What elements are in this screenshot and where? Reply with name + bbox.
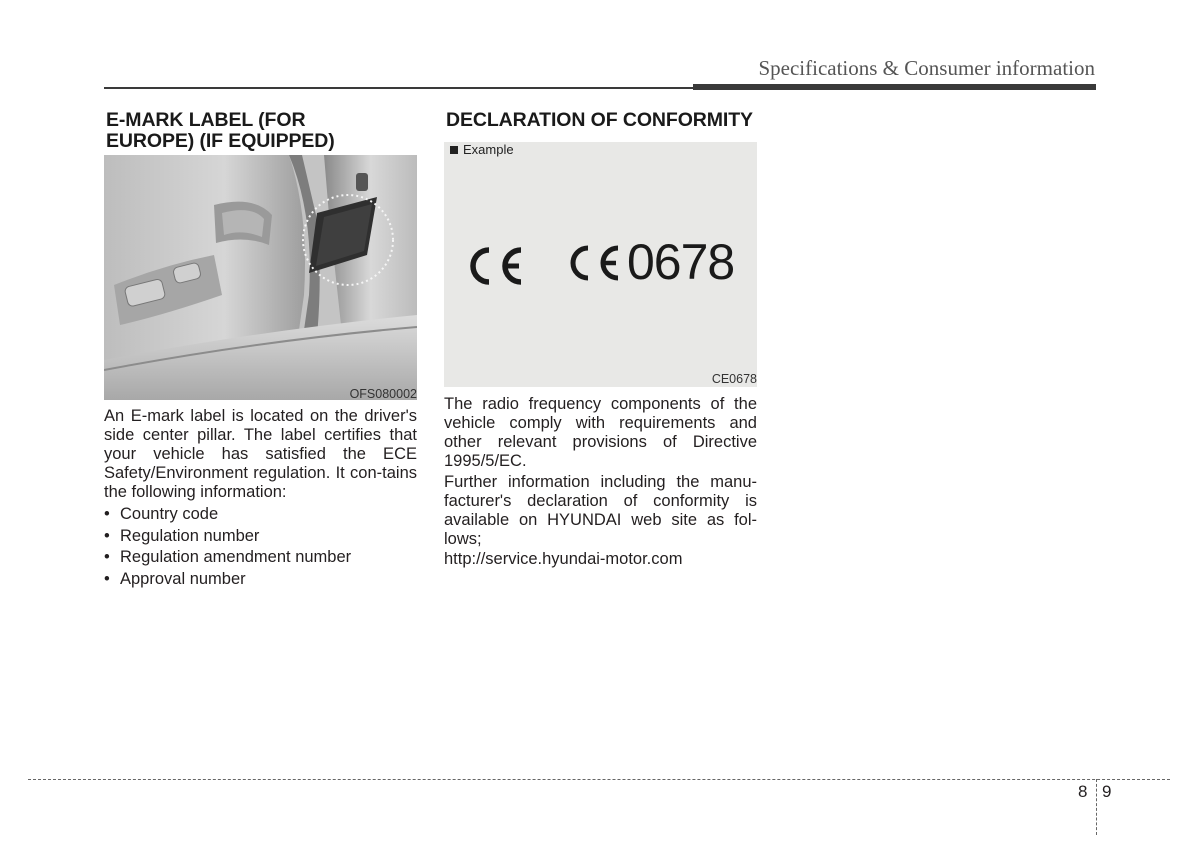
- header-rule-accent: [693, 84, 1096, 90]
- emark-info-list: [104, 504, 424, 590]
- ce-notified-body-number: 0678: [627, 234, 735, 290]
- footer-divider: [1096, 779, 1097, 835]
- conformity-paragraph: The radio frequency components of the vehicle comply with requirements and other relevant provisions of Directive 1995/5/EC.: [444, 395, 757, 470]
- running-header: Specifications & Consumer information: [758, 56, 1095, 80]
- hyundai-website-link[interactable]: http://service.hyundai-motor.com: [444, 550, 683, 568]
- list-item: • Country code: [104, 504, 424, 526]
- bullet-dot-icon: •: [104, 569, 110, 588]
- emark-location-illustration: [104, 155, 417, 400]
- ce-mark-small-icon: [566, 245, 624, 281]
- section-heading-conformity: DECLARATION OF CONFORMITY: [446, 109, 753, 131]
- figure-code-left: OFS080002: [349, 387, 417, 401]
- section-heading-emark: [106, 110, 426, 152]
- heading-line-2: EUROPE) (IF EQUIPPED): [106, 130, 335, 152]
- list-item: • Regulation number: [104, 526, 424, 548]
- example-label: Example: [450, 142, 514, 157]
- page-number: 9: [1102, 782, 1112, 801]
- square-bullet-icon: [450, 146, 458, 154]
- heading-line-1: E-MARK LABEL (FOR: [106, 109, 306, 131]
- ce-mark-icon: [466, 246, 524, 286]
- bullet-dot-icon: •: [104, 505, 110, 523]
- list-item: • Regulation amendment number: [104, 547, 424, 569]
- bullet-dot-icon: •: [104, 548, 110, 566]
- chapter-number: 8: [1078, 782, 1088, 801]
- emark-description: An E-mark label is located on the driver's side center pillar. The label certifies that your vehicle has satisfied the ECE Safety/Environment regulation. It con-tains the following information:: [104, 407, 417, 501]
- declaration-info-paragraph: Further information including the manu-facturer's declaration of conformity is available on HYUNDAI web site as fol-lows;: [444, 473, 757, 548]
- figure-code-right: CE0678: [711, 372, 757, 386]
- list-item: • Approval number: [104, 569, 424, 591]
- footer-rule: [28, 779, 1170, 780]
- bullet-dot-icon: •: [104, 526, 110, 545]
